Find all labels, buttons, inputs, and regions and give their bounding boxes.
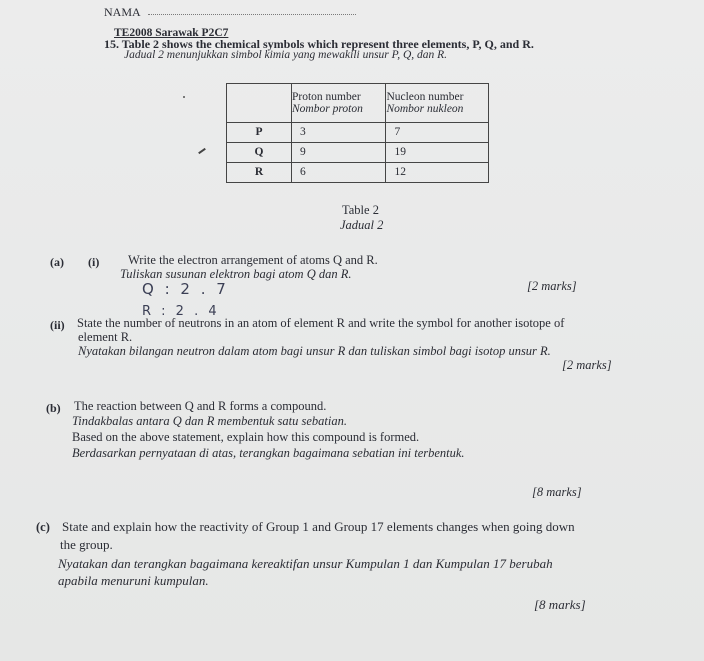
handwritten-answer-q: Q : 2 . 7 [142,280,229,298]
part-a-i-text-malay: Tuliskan susunan elektron bagi atom Q dan R. [120,267,352,281]
table-header-nucleon [386,84,489,123]
proton-header-en: Proton number [292,90,361,103]
row-symbol: P [227,123,292,143]
row-nucleon: 7 [386,123,489,143]
part-a-label: (a) [50,255,64,269]
table-corner-cell [227,84,292,123]
handwritten-answer-r: R : 2 . 4 [142,304,220,319]
part-b-marks: [8 marks] [532,485,582,499]
nucleon-header-en: Nucleon number [386,90,464,103]
part-c-label: (c) [36,520,50,534]
table-row [227,123,489,143]
part-b-line1: The reaction between Q and R forms a compound. [74,399,327,413]
row-nucleon: 12 [386,163,489,183]
proton-header-ms: Nombor proton [292,103,363,115]
nama-label: NAMA [104,5,141,19]
table-header-proton [292,84,386,123]
row-nucleon: 19 [386,143,489,163]
part-c-line1: State and explain how the reactivity of Group 1 and Group 17 elements changes when going down [62,519,575,534]
part-b-line2-malay: Berdasarkan pernyataan di atas, terangkan bagaimana sebatian ini terbentuk. [72,446,465,460]
part-a-ii-text-line1: State the number of neutrons in an atom of element R and write the symbol for another isotope of [77,316,565,330]
nucleon-header-ms: Nombor nukleon [386,103,464,115]
part-a-i-text: Write the electron arrangement of atoms Q and R. [128,253,378,267]
part-a-i-marks: [2 marks] [527,279,577,293]
pen-dot [183,96,185,98]
part-c-marks: [8 marks] [534,597,586,612]
row-proton: 9 [292,143,386,163]
question-intro: 15. Table 2 shows the chemical symbols which represent three elements, P, Q, and R. [104,37,534,51]
part-c-line2: the group. [60,537,113,552]
table-caption-malay: Jadual 2 [340,218,384,232]
chemical-symbols-table [226,83,489,183]
paper-code: TE2008 Sarawak P2C7 [114,27,229,39]
nama-fill-line [148,14,356,15]
pen-mark [198,148,206,154]
question-intro-malay: Jadual 2 menunjukkan simbol kimia yang mewakili unsur P, Q, dan R. [124,49,448,61]
table-row [227,143,489,163]
row-proton: 6 [292,163,386,183]
table-caption: Table 2 [342,203,379,217]
part-b-label: (b) [46,401,61,415]
part-a-ii-marks: [2 marks] [562,358,612,372]
part-b-line2: Based on the above statement, explain how this compound is formed. [72,430,420,444]
part-a-ii-text-malay: Nyatakan bilangan neutron dalam atom bagi unsur R dan tuliskan simbol bagi isotop unsur R. [78,344,551,358]
part-a-ii-text-line2: element R. [78,330,133,344]
part-b-line1-malay: Tindakbalas antara Q dan R membentuk satu sebatian. [72,414,347,428]
row-symbol: Q [227,143,292,163]
table-row [227,163,489,183]
row-proton: 3 [292,123,386,143]
part-c-malay-line2: apabila menuruni kumpulan. [58,573,209,588]
part-c-malay-line1: Nyatakan dan terangkan bagaimana kereaktifan unsur Kumpulan 1 dan Kumpulan 17 berubah [58,556,553,571]
row-symbol: R [227,163,292,183]
part-a-i-label: (i) [88,255,100,269]
part-a-ii-label: (ii) [50,318,65,332]
table-header-row [227,84,489,123]
